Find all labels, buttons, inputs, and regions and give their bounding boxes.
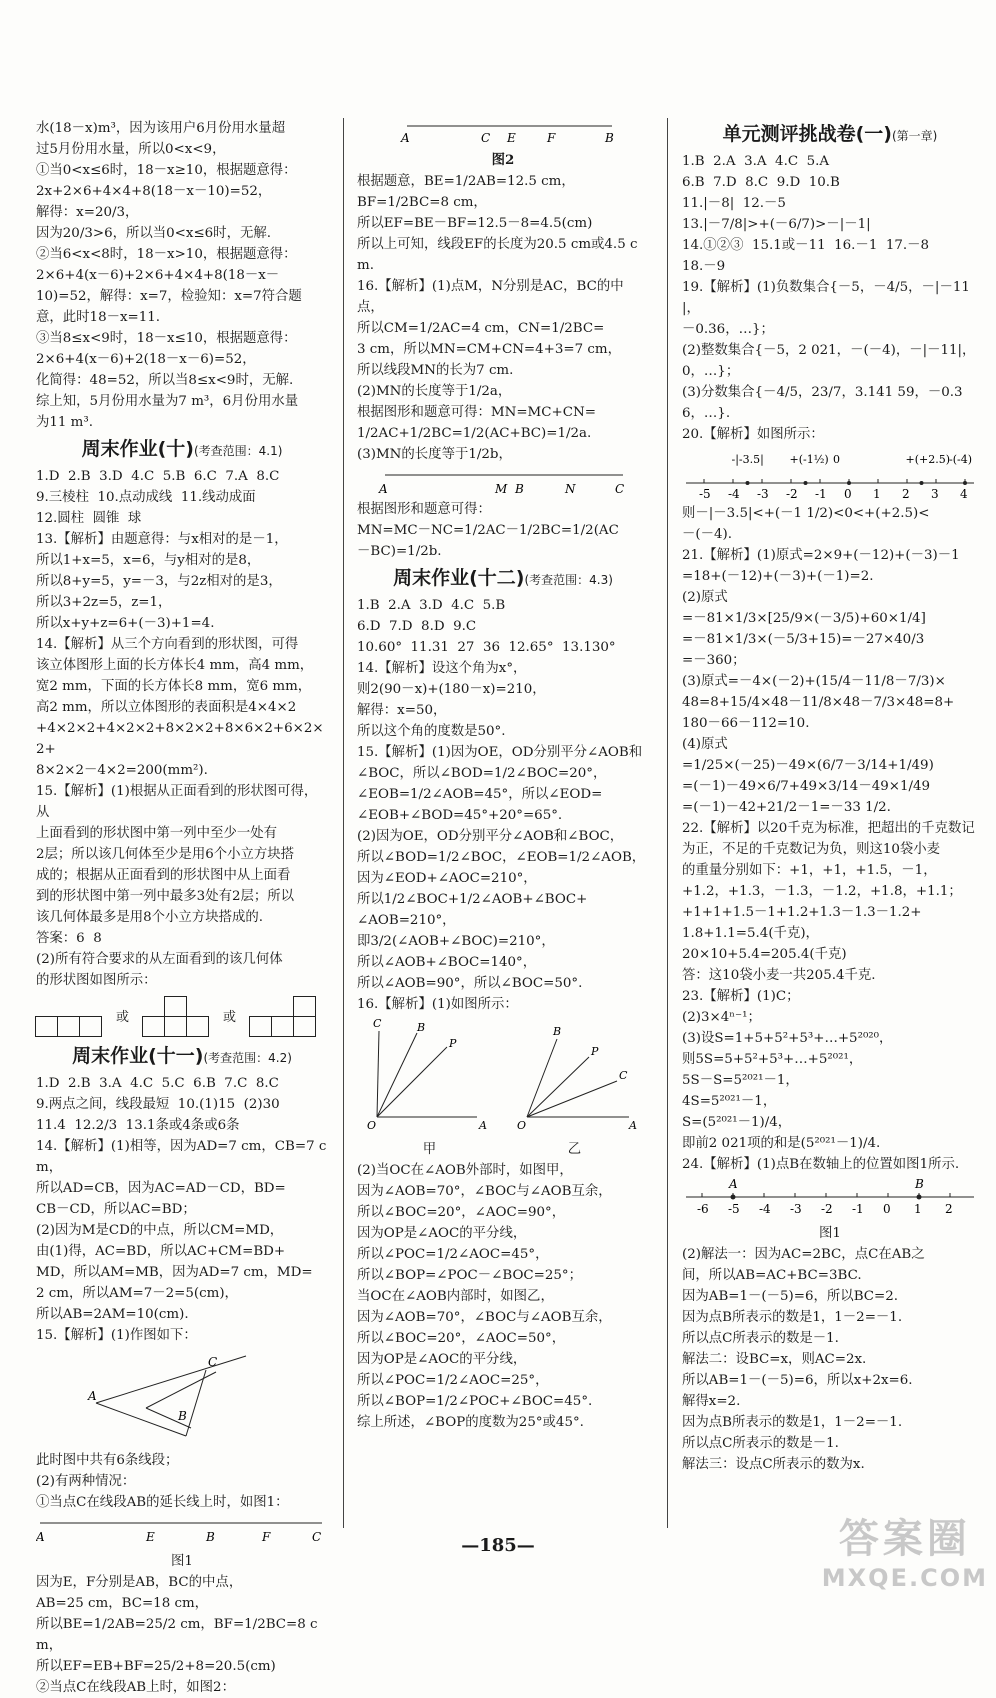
col3-block-c: [682, 1244, 978, 1475]
text-line: 为正，不足的千克数记为负，则这10袋小麦: [682, 842, 941, 857]
svg-text:A: A: [479, 1119, 487, 1132]
text-line: (3)原式=－4×(－2)+(15/4－11/8－7/3)×: [682, 674, 946, 689]
text-line: (2)因为M是CD的中点，所以CM=MD，: [36, 1223, 284, 1238]
column-left: [36, 118, 328, 1698]
axis-tick-label: -6: [697, 1202, 709, 1216]
text-line: 当OC在∠AOB内部时，如图乙，: [357, 1289, 554, 1304]
col3-block-a: [682, 151, 978, 445]
text-line: (2)当OC在∠AOB外部时，如图甲，: [357, 1163, 573, 1178]
text-line: 意，此时18－x=11.: [36, 310, 161, 325]
text-line: 由(1)得，AC=BD，所以AC+CM=BD+: [36, 1244, 286, 1259]
axis-tick-label: 0: [883, 1202, 891, 1216]
text-line: 1/2AC+1/2BC=1/2(AC+BC)=1/2a.: [357, 426, 592, 441]
number-point-label: +(-1½): [789, 453, 829, 466]
text-line: 所以AB=2AM=10(cm).: [36, 1307, 189, 1322]
axis-tick-label: -1: [815, 487, 827, 501]
text-line: 所以x+y+z=6+(－3)+1=4.: [36, 616, 215, 631]
figure-1-caption: 图1: [171, 1554, 193, 1569]
heading-title: 单元测评挑战卷(一): [722, 123, 892, 145]
text-line: AB=25 cm，BC=18 cm，: [36, 1596, 209, 1611]
heading-title: 周末作业(十): [81, 438, 194, 460]
or-label: 或: [223, 1009, 237, 1025]
text-line: 6.D 7.D 8.D 9.C: [357, 619, 477, 634]
text-line: 所以点C所表示的数是－1.: [682, 1331, 839, 1346]
text-line: 16.【解析】(1)如图所示：: [357, 997, 518, 1012]
number-point-label: B: [915, 1177, 924, 1191]
text-line: (2)整数集合{－5，2 021，－(－4)，－|－11|，0，…}；: [682, 343, 976, 379]
text-line: ②当6<x<8时，18－x>10，根据题意得：: [36, 247, 297, 262]
text-line: 15.【解析】(1)因为OE，OD分别平分∠AOB和: [357, 745, 643, 760]
text-line: 11.|－8| 12.－5: [682, 196, 786, 211]
axis-tick-label: 1: [914, 1202, 922, 1216]
text-line: 所以8+y=5，y=－3，与2z相对的是3，: [36, 574, 282, 589]
text-line: 因为∠AOB=70°，∠BOC与∠AOB互余，: [357, 1184, 612, 1199]
text-line: 14.【解析】设这个角为x°，: [357, 661, 527, 676]
text-line: 所以点C所表示的数是－1.: [682, 1436, 839, 1451]
text-line: 所以∠BOD=1/2∠BOC，∠EOB=1/2∠AOB，: [357, 850, 646, 865]
text-line: 该几何体最多是用8个小立方块搭成的.: [36, 910, 264, 925]
svg-text:B: B: [178, 1409, 187, 1423]
text-line: MN=MC－NC=1/2AC－1/2BC=1/2(AC: [357, 523, 619, 538]
text-line: 综上知，5月份用水量为7 m³，6月份用水量: [36, 394, 299, 409]
text-line: 所以BE=1/2AB=25/2 cm，BF=1/2BC=8 cm，: [36, 1617, 318, 1653]
text-line: ∠BOC，所以∠BOD=1/2∠BOC=20°，: [357, 766, 607, 781]
text-line: 20.【解析】如图所示：: [682, 427, 824, 442]
text-line: 过5月份用水量，所以0<x<9，: [36, 142, 226, 157]
column-right: [682, 118, 978, 1475]
text-line: 所以3+2z=5，z=1，: [36, 595, 172, 610]
text-line: 答：这10袋小麦一共205.4千克.: [682, 968, 876, 983]
svg-text:B: B: [206, 1530, 215, 1544]
number-line-q20: [682, 447, 978, 501]
svg-text:E: E: [507, 131, 516, 145]
svg-text:F: F: [547, 131, 556, 145]
text-line: 所以AB=1－(－5)=6，所以x+2x=6.: [682, 1373, 913, 1388]
text-line: －(－4).: [682, 527, 733, 542]
text-line: 解法三：设点C所表示的数为x.: [682, 1457, 865, 1472]
text-line: 成的；根据从正面看到的形状图中从上面看: [36, 868, 291, 883]
axis-tick-label: 0: [844, 487, 852, 501]
svg-text:A: A: [401, 131, 410, 145]
watermark-line-2: MXQE.COM: [821, 1564, 988, 1592]
text-line: 化简得：48=52，所以当8≤x<9时，无解.: [36, 373, 294, 388]
text-line: 8×2×2－4×2=200(mm²).: [36, 763, 208, 778]
svg-text:B: B: [553, 1025, 562, 1038]
text-line: =18+(－12)+(－3)+(－1)=2.: [682, 569, 874, 584]
axis-tick-label: 4: [960, 487, 968, 501]
column-divider-right: [667, 118, 668, 1528]
text-line: (2)原式: [682, 590, 728, 605]
text-line: 宽2 mm，下面的长方体长8 mm，宽6 mm，: [36, 679, 312, 694]
number-line-q24: [682, 1177, 978, 1221]
text-line: 所以1/2∠BOC+1/2∠AOB+∠BOC+: [357, 892, 588, 907]
text-line: 的形状图如图所示：: [36, 973, 157, 988]
number-point: [731, 1195, 736, 1200]
text-line: 16.【解析】(1)点M，N分别是AC，BC的中点，: [357, 279, 624, 315]
text-line: 上面看到的形状图中第一列中至少一处有: [36, 826, 278, 841]
text-line: 24.【解析】(1)点B在数轴上的位置如图1所示.: [682, 1157, 960, 1172]
number-point-label: A: [729, 1177, 738, 1191]
text-line: 13.|－7/8|>+(－6/7)>－|－1|: [682, 217, 871, 232]
col1-block-a: [36, 118, 328, 433]
figure-1-caption: 图1: [819, 1226, 841, 1241]
text-line: 所以∠BOC=20°，∠AOC=50°，: [357, 1331, 566, 1346]
angle-figures: [357, 1017, 647, 1137]
svg-text:A: A: [36, 1530, 45, 1544]
text-line: 所以∠BOP=1/2∠POC+∠BOC=45°.: [357, 1394, 593, 1409]
text-line: 则－|－3.5|<+(－1 1/2)<0<+(+2.5)<: [682, 506, 930, 521]
text-line: (3)分数集合{－4/5，23/7，3.141 59，－0.36，…}.: [682, 385, 963, 421]
svg-text:B: B: [515, 482, 524, 496]
axis-tick-label: -5: [728, 1202, 740, 1216]
text-line: 根据图形和题意可得：MN=MC+CN=: [357, 405, 596, 420]
text-line: 水(18－x)m³，因为该用户6月份用水量超: [36, 121, 286, 136]
text-line: 则2(90－x)+(180－x)=210，: [357, 682, 546, 697]
text-line: 解得：x=50，: [357, 703, 447, 718]
number-point-label: 0: [833, 453, 840, 466]
text-line: 的重量分别如下：+1，+1，+1.5，－1，: [682, 863, 937, 878]
svg-text:C: C: [373, 1017, 382, 1030]
text-line: =－81×1/3×[25/9×(－3/5)+60×1/4]: [682, 611, 926, 626]
text-line: 即前2 021项的和是(5²⁰²¹－1)/4.: [682, 1136, 881, 1151]
left-view-shape-1: [36, 997, 102, 1037]
text-line: 15.【解析】(1)根据从正面看到的形状图可得，从: [36, 784, 318, 820]
col2-block-c: [357, 595, 649, 1015]
svg-text:C: C: [208, 1355, 218, 1369]
text-line: 因为点B所表示的数是1，1－2=－1.: [682, 1310, 903, 1325]
text-line: 2层；所以该几何体至少是用6个小立方块搭: [36, 847, 295, 862]
text-line: 15.【解析】(1)作图如下：: [36, 1328, 197, 1343]
svg-text:P: P: [591, 1045, 599, 1058]
text-line: 即3/2(∠AOB+∠BOC)=210°，: [357, 934, 555, 949]
text-line: 23.【解析】(1)C；: [682, 989, 800, 1004]
number-point: [847, 481, 851, 485]
heading-scope: (第一章): [892, 129, 938, 143]
number-point: [804, 481, 808, 485]
section-heading-weekend-12: [357, 565, 649, 593]
text-line: 因为∠AOB=70°，∠BOC与∠AOB互余，: [357, 1310, 612, 1325]
text-line: 1.D 2.B 3.D 4.C 5.B 6.C 7.A 8.C: [36, 469, 280, 484]
left-view-shape-3: [250, 997, 316, 1037]
svg-text:F: F: [262, 1530, 271, 1544]
text-line: (3)设S=1+5+5²+5³+…+5²⁰²⁰，: [682, 1031, 893, 1046]
text-line: ①当点C在线段AB的延长线上时，如图1：: [36, 1495, 289, 1510]
text-line: 高2 mm，所以立体图形的表面积是4×4×2: [36, 700, 297, 715]
text-line: (2)因为OE，OD分别平分∠AOB和∠BOC，: [357, 829, 624, 844]
text-line: 解得x=2.: [682, 1394, 741, 1409]
number-point-label: +(+2.5): [905, 453, 951, 466]
svg-text:A: A: [88, 1389, 97, 1403]
text-line: 2 cm，所以AM=7－2=5(cm)，: [36, 1286, 238, 1301]
axis-tick-label: -3: [790, 1202, 802, 1216]
text-line: 因为点B所表示的数是1，1－2=－1.: [682, 1415, 903, 1430]
heading-scope: (考查范围：4.1): [193, 444, 283, 458]
col2-block-d: [357, 1160, 649, 1433]
text-line: ∠EOB=1/2∠AOB=45°，所以∠EOD=: [357, 787, 603, 802]
text-line: 所以∠AOB=90°，所以∠BOC=50°.: [357, 976, 583, 991]
text-line: ③当8≤x<9时，18－x≤10，根据题意得：: [36, 331, 297, 346]
svg-text:C: C: [481, 131, 491, 145]
number-point: [963, 481, 967, 485]
text-line: 20×10+5.4=205.4(千克): [682, 947, 847, 962]
axis-tick-label: -2: [821, 1202, 833, 1216]
axis-tick-label: -1: [852, 1202, 864, 1216]
text-line: (4)原式: [682, 737, 728, 752]
text-line: －0.36，…}；: [682, 322, 774, 337]
text-line: (2)有两种情况：: [36, 1474, 136, 1489]
text-line: S=(5²⁰²¹－1)/4，: [682, 1115, 792, 1130]
axis-tick-label: -4: [759, 1202, 771, 1216]
text-line: 因为OP是∠AOC的平分线，: [357, 1226, 527, 1241]
text-line: 所以CM=1/2AC=4 cm，CN=1/2BC=: [357, 321, 605, 336]
axis-tick-label: -5: [699, 487, 711, 501]
col2-block-b: [357, 499, 649, 562]
text-line: (2)MN的长度等于1/2a，: [357, 384, 512, 399]
text-line: ∠EOB+∠BOD=45°+20°=65°.: [357, 808, 563, 823]
text-line: (2)3×4ⁿ⁻¹；: [682, 1010, 761, 1025]
text-line: 12.圆柱 圆锥 球: [36, 511, 142, 526]
text-line: 所以上可知，线段EF的长度为20.5 cm或4.5 cm.: [357, 237, 638, 273]
text-line: 18.－9: [682, 259, 726, 274]
number-point-label: -|-3.5|: [731, 453, 764, 466]
svg-text:B: B: [605, 131, 614, 145]
col2-block-a: [357, 171, 649, 465]
text-line: 19.【解析】(1)负数集合{－5，－4/5，－|－11|，: [682, 280, 970, 316]
axis-tick-label: 1: [873, 487, 881, 501]
text-line: 1.8+1.1=5.4(千克)，: [682, 926, 819, 941]
text-line: 根据题意，BE=1/2AB=12.5 cm，: [357, 174, 575, 189]
svg-text:E: E: [146, 1530, 155, 1544]
text-line: MD，所以AM=MB，因为AD=7 cm，MD=: [36, 1265, 313, 1280]
svg-text:P: P: [449, 1037, 457, 1050]
triangle-figure: [36, 1348, 326, 1448]
text-line: ②当点C在线段AB上时，如图2：: [36, 1680, 235, 1695]
text-line: =(－1)－49×6/7+49×3/14－49×1/49: [682, 779, 931, 794]
figure-jia-caption: 甲: [422, 1142, 437, 1157]
svg-text:A: A: [379, 482, 388, 496]
watermark-logo: [822, 1507, 988, 1592]
text-line: =－360；: [682, 653, 746, 668]
number-point: [920, 481, 924, 485]
number-point: [917, 1195, 922, 1200]
heading-title: 周末作业(十二): [393, 567, 525, 589]
col1-block-e: [36, 1572, 328, 1698]
text-line: 4S=5²⁰²¹－1，: [682, 1094, 777, 1109]
text-line: =1/25×(－25)－49×(6/7－3/14+1/49): [682, 758, 934, 773]
svg-text:A: A: [629, 1119, 637, 1132]
text-line: 1.D 2.B 3.A 4.C 5.C 6.B 7.C 8.C: [36, 1076, 279, 1091]
col1-block-d: [36, 1450, 328, 1513]
axis-tick-label: 3: [931, 487, 939, 501]
text-line: ∠AOB=210°，: [357, 913, 456, 928]
text-line: 所以EF=BE－BF=12.5－8=4.5(cm): [357, 216, 593, 231]
svg-text:N: N: [565, 482, 576, 496]
text-line: 所以∠BOC=20°，∠AOC=90°，: [357, 1205, 566, 1220]
text-line: 6.B 7.D 8.C 9.D 10.B: [682, 175, 840, 190]
text-line: 所以EF=EB+BF=25/2+8=20.5(cm): [36, 1659, 276, 1674]
column-middle: [357, 118, 649, 1433]
text-line: 2×6+4(x－6)+2×6+4×4+8(18－x－: [36, 268, 280, 283]
text-line: 此时图中共有6条线段；: [36, 1453, 179, 1468]
text-line: 11.4 12.2/3 13.1条或4条或6条: [36, 1118, 240, 1133]
heading-scope: (考查范围：4.3): [524, 573, 613, 587]
text-line: 1.B 2.A 3.D 4.C 5.B: [357, 598, 506, 613]
text-line: (3)MN的长度等于1/2b，: [357, 447, 512, 462]
text-line: (2)解法一：因为AC=2BC，点C在AB之: [682, 1247, 925, 1262]
text-line: 到的形状图中第一列中最多3处有2层；所以: [36, 889, 295, 904]
text-line: CB－CD，所以AC=BD；: [36, 1202, 196, 1217]
text-line: +4×2×2+4×2×2+8×2×2+8×6×2+6×2×2+: [36, 721, 324, 757]
text-line: 因为OP是∠AOC的平分线，: [357, 1352, 527, 1367]
axis-tick-label: 2: [902, 487, 910, 501]
text-line: 13.【解析】由题意得：与x相对的是－1，: [36, 532, 288, 547]
text-line: =(－1)－42+21/2－1=－33 1/2.: [682, 800, 891, 815]
svg-text:O: O: [517, 1119, 527, 1132]
text-line: 因为∠EOD+∠AOC=210°，: [357, 871, 537, 886]
segment-figure-mn: [357, 467, 647, 497]
heading-scope: (考查范围：4.2): [203, 1051, 292, 1065]
segment-figure-2: [357, 120, 647, 148]
col1-block-b: [36, 466, 328, 991]
section-heading-unit-test-1: [682, 121, 978, 149]
svg-text:C: C: [312, 1530, 322, 1544]
text-line: 解法二：设BC=x，则AC=2x.: [682, 1352, 867, 1367]
text-line: 14.①②③ 15.1或－11 16.－1 17.－8: [682, 238, 930, 253]
text-line: 180－66－112=10.: [682, 716, 810, 731]
text-line: 为11 m³.: [36, 415, 94, 430]
text-line: 该立体图形上面的长方体长4 mm，高4 mm，: [36, 658, 314, 673]
figure-2-caption: 图2: [491, 152, 515, 168]
text-line: ①当0<x≤6时，18－x≥10，根据题意得：: [36, 163, 297, 178]
axis-tick-label: -4: [728, 487, 740, 501]
text-line: 3 cm，所以MN=CM+CN=4+3=7 cm，: [357, 342, 621, 357]
text-line: 因为AB=1－(－5)=6，所以BC=2.: [682, 1289, 899, 1304]
text-line: 9.两点之间，线段最短 10.(1)15 (2)30: [36, 1097, 280, 1112]
text-line: 所以∠POC=1/2∠AOC=45°，: [357, 1247, 549, 1262]
text-line: 答案：6 8: [36, 931, 102, 946]
left-view-shape-2: [143, 997, 209, 1037]
text-line: 根据图形和题意可得：: [357, 502, 491, 517]
number-point: [746, 481, 750, 485]
text-line: 所以线段MN的长为7 cm.: [357, 363, 514, 378]
text-line: 所以AD=CB，因为AC=AD－CD，BD=: [36, 1181, 286, 1196]
svg-text:C: C: [619, 1069, 628, 1082]
or-label: 或: [116, 1009, 130, 1025]
text-line: 1.B 2.A 3.A 4.C 5.A: [682, 154, 830, 169]
col3-block-b: [682, 503, 978, 1175]
text-line: 综上所述，∠BOP的度数为25°或45°.: [357, 1415, 584, 1430]
text-line: 间，所以AB=AC+BC=3BC.: [682, 1268, 862, 1283]
text-line: +1+1+1.5－1+1.2+1.3－1.3－1.2+: [682, 905, 922, 920]
text-line: 所以∠AOB+∠BOC=140°，: [357, 955, 537, 970]
text-line: +1.2，+1.3，－1.3，－1.2，+1.8，+1.1；: [682, 884, 962, 899]
heading-title: 周末作业(十一): [72, 1045, 204, 1067]
text-line: 所以这个角的度数是50°.: [357, 724, 506, 739]
text-line: =－81×1/3×(－5/3+15)=－27×40/3: [682, 632, 925, 647]
col1-block-c: [36, 1073, 328, 1346]
text-line: (2)所有符合要求的从左面看到的该几何体: [36, 952, 283, 967]
text-line: 10.60° 11.31 27 36 12.65° 13.130°: [357, 640, 616, 655]
text-line: 9.三棱柱 10.点动成线 11.线动成面: [36, 490, 256, 505]
text-line: 所以∠BOP=∠POC－∠BOC=25°；: [357, 1268, 583, 1283]
text-line: 48=8+15/4×48－11/8×48－7/3×48=8+: [682, 695, 955, 710]
text-line: 10)=52，解得：x=7，检验知：x=7符合题: [36, 289, 302, 304]
text-line: 2x+2×6+4×4+8(18－x－10)=52，: [36, 184, 272, 199]
axis-tick-label: -2: [786, 487, 798, 501]
text-line: －BC)=1/2b.: [357, 544, 442, 559]
text-line: 22.【解析】以20千克为标准，把超出的千克数记: [682, 821, 975, 836]
text-line: 21.【解析】(1)原式=2×9+(－12)+(－3)－1: [682, 548, 960, 563]
axis-tick-label: -3: [757, 487, 769, 501]
figure-yi-caption: 乙: [567, 1142, 582, 1157]
number-point-label: -(-4): [949, 453, 973, 466]
svg-text:B: B: [417, 1021, 426, 1034]
text-line: 所以∠POC=1/2∠AOC=25°，: [357, 1373, 549, 1388]
text-line: 因为20/3>6，所以当0<x≤6时，无解.: [36, 226, 272, 241]
page-number: —185—: [461, 1535, 535, 1556]
text-line: 14.【解析】(1)相等，因为AD=7 cm，CB=7 cm，: [36, 1139, 327, 1175]
text-line: 2×6+4(x－6)+2(18－x－6)=52，: [36, 352, 256, 367]
watermark-line-1: 答案圈: [838, 1516, 971, 1562]
text-line: 所以1+x=5，x=6，与y相对的是8，: [36, 553, 261, 568]
svg-text:C: C: [615, 482, 625, 496]
text-line: 因为E，F分别是AB，BC的中点，: [36, 1575, 243, 1590]
column-divider-left: [343, 118, 344, 1528]
angle-figure-captions: [357, 1139, 647, 1160]
svg-text:M: M: [495, 482, 508, 496]
text-line: 则5S=5+5²+5³+…+5²⁰²¹，: [682, 1052, 863, 1067]
text-line: 14.【解析】从三个方向看到的形状图，可得: [36, 637, 299, 652]
left-view-figures: [36, 997, 328, 1037]
section-heading-weekend-10: [36, 436, 328, 464]
section-heading-weekend-11: [36, 1043, 328, 1071]
text-line: 解得：x=20/3，: [36, 205, 139, 220]
text-line: BF=1/2BC=8 cm，: [357, 195, 487, 210]
svg-text:O: O: [367, 1119, 377, 1132]
axis-tick-label: 2: [945, 1202, 953, 1216]
text-line: 5S－S=5²⁰²¹－1，: [682, 1073, 799, 1088]
